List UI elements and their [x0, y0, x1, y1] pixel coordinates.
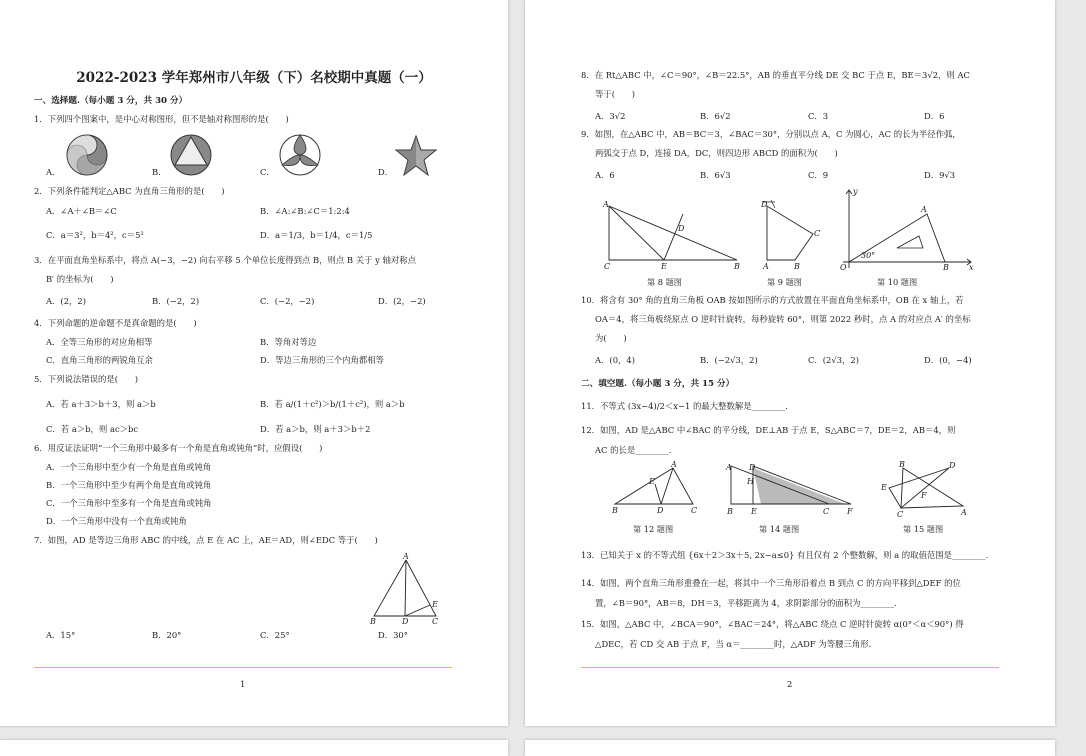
- section-heading-choice: 一、选择题.（每小题 3 分，共 30 分）: [34, 96, 188, 106]
- question-2: 2．下列条件能判定△ABC 为直角三角形的是( ): [34, 186, 225, 196]
- q8-option-c: C．3: [808, 111, 829, 121]
- question-13: 13．已知关于 x 的不等式组 {6x＋2＞3x＋5, 2x−a≤0} 有且仅有 2 个整数解，则 a 的取值范围是________.: [581, 550, 989, 560]
- svg-text:B: B: [899, 460, 905, 469]
- next-page-1-edge: [0, 740, 508, 756]
- q1-option-c: C．: [260, 167, 275, 177]
- svg-text:C: C: [823, 507, 830, 516]
- svg-text:C: C: [691, 506, 698, 515]
- question-7: 7．如图，AD 是等边三角形 ABC 的中线，点 E 在 AC 上，AE＝AD，则∠EDC 等于( ): [34, 535, 378, 545]
- question-3-cont: B′ 的坐标为( ): [46, 274, 114, 284]
- question-14-cont: 置，∠B＝90°，AB＝8，DH＝3，平移距离为 4，求阴影部分的面积为________.: [595, 598, 897, 608]
- q2-option-d: D．a＝1/3，b＝1/4，c＝1/5: [260, 230, 373, 240]
- svg-text:F: F: [847, 507, 853, 516]
- svg-text:A: A: [726, 463, 732, 472]
- q14-figure: [725, 462, 855, 518]
- svg-text:A: A: [921, 205, 927, 214]
- svg-text:B: B: [794, 262, 800, 271]
- svg-text:x: x: [969, 263, 974, 272]
- next-page-2-edge: [525, 740, 1055, 756]
- footer-rule: [34, 667, 452, 668]
- q10-option-c: C．(2√3，2): [808, 355, 860, 365]
- q7-option-c: C．25°: [260, 630, 290, 640]
- q8-option-b: B．6√2: [700, 111, 731, 121]
- q1-figure-c: [277, 132, 323, 178]
- q6-option-a: A．一个三角形中至少有一个角是直角或钝角: [46, 462, 212, 472]
- q7-option-d: D．30°: [378, 630, 408, 640]
- q4-option-a: A．全等三角形的对应角相等: [46, 337, 153, 347]
- q4-option-c: C．直角三角形的两锐角互余: [46, 355, 153, 365]
- q10-figure: [839, 186, 975, 274]
- question-10-cont2: 为( ): [595, 333, 627, 343]
- svg-text:D: D: [761, 200, 768, 209]
- q6-option-b: B．一个三角形中至少有两个角是直角或钝角: [46, 480, 212, 490]
- q14-caption: 第 14 题图: [759, 524, 800, 534]
- svg-text:C: C: [897, 510, 904, 519]
- q10-option-a: A．(0，4): [595, 355, 635, 365]
- svg-text:D: D: [402, 617, 409, 626]
- svg-text:D: D: [949, 461, 956, 470]
- svg-text:F: F: [921, 491, 927, 500]
- q15-caption: 第 15 题图: [903, 524, 944, 534]
- question-12-cont: AC 的长是________.: [595, 445, 672, 455]
- q9-option-b: B．6√3: [700, 170, 731, 180]
- q10-option-b: B．(−2√3，2): [700, 355, 758, 365]
- question-4: 4．下列命题的逆命题不是真命题的是( ): [34, 318, 197, 328]
- section-heading-fill: 二、填空题.（每小题 3 分，共 15 分）: [581, 379, 735, 389]
- question-15: 15．如图，△ABC 中，∠BCA＝90°，∠BAC＝24°，将△ABC 绕点 C 逆时针旋转 α(0°＜α＜90°) 得: [581, 619, 964, 629]
- q3-option-d: D．(2，−2): [378, 296, 426, 306]
- q7-option-b: B．20°: [152, 630, 182, 640]
- footer-rule: [581, 667, 999, 668]
- question-12: 12．如图，AD 是△ABC 中∠BAC 的平分线，DE⊥AB 于点 E，S△ABC＝7，DE＝2，AB＝4，则: [581, 425, 956, 435]
- svg-text:B: B: [370, 617, 376, 626]
- q9-caption: 第 9 题图: [767, 277, 802, 287]
- q9-option-d: D．9√3: [924, 170, 956, 180]
- page-number: 1: [240, 680, 246, 690]
- question-10: 10．将含有 30° 角的直角三角板 OAB 按如图所示的方式放置在平面直角坐标系中，OB 在 x 轴上，若: [581, 295, 964, 305]
- svg-text:A: A: [671, 460, 677, 469]
- svg-text:B: B: [612, 506, 618, 515]
- svg-text:A: A: [961, 508, 967, 517]
- q15-figure: [873, 460, 969, 520]
- svg-text:E: E: [432, 600, 438, 609]
- question-11: 11．不等式 (3x−4)/2＜x−1 的最大整数解是________.: [581, 401, 788, 411]
- q4-option-d: D．等边三角形的三个内角都相等: [260, 355, 384, 365]
- q2-option-b: B．∠A:∠B:∠C＝1:2:4: [260, 206, 350, 216]
- q9-option-a: A．6: [595, 170, 615, 180]
- q9-figure: [761, 198, 827, 273]
- q1-option-d: D．: [378, 167, 394, 177]
- svg-text:D: D: [749, 463, 756, 472]
- question-14: 14．如图，两个直角三角形重叠在一起，将其中一个三角形沿着点 B 到点 C 的方向平移到△DEF 的位: [581, 578, 961, 588]
- q8-figure: [603, 198, 743, 273]
- q7-figure: [368, 552, 448, 626]
- q5-option-b: B．若 a/(1＋c²)＞b/(1＋c²)，则 a＞b: [260, 399, 405, 409]
- q10-option-d: D．(0，−4): [924, 355, 972, 365]
- svg-text:E: E: [881, 483, 887, 492]
- q6-option-c: C．一个三角形中至多有一个角是直角或钝角: [46, 498, 212, 508]
- page-title: 2022-2023 学年郑州市八年级（下）名校期中真题（一）: [76, 70, 432, 86]
- q4-option-b: B．等角对等边: [260, 337, 317, 347]
- svg-text:D: D: [657, 506, 664, 515]
- q5-option-c: C．若 a＞b，则 ac＞bc: [46, 424, 139, 434]
- svg-text:E: E: [661, 262, 667, 271]
- svg-text:C: C: [814, 229, 821, 238]
- svg-text:A: A: [403, 552, 409, 561]
- svg-text:H: H: [747, 477, 754, 486]
- svg-text:A: A: [763, 262, 769, 271]
- svg-text:C: C: [432, 617, 439, 626]
- svg-text:y: y: [853, 187, 858, 196]
- q8-caption: 第 8 题图: [647, 277, 682, 287]
- question-6: 6．用反证法证明“一个三角形中最多有一个角是直角或钝角”时，应假设( ): [34, 443, 323, 453]
- q1-option-a: A．: [46, 167, 61, 177]
- q8-option-d: D．6: [924, 111, 945, 121]
- q12-caption: 第 12 题图: [633, 524, 674, 534]
- svg-text:O: O: [840, 263, 847, 272]
- q3-option-a: A．(2，2): [46, 296, 86, 306]
- q5-option-d: D．若 a＞b，则 a＋3＞b＋2: [260, 424, 371, 434]
- question-1: 1．下列四个图案中，是中心对称图形，但不是轴对称图形的是( ): [34, 114, 289, 124]
- document-page-2: [525, 0, 1055, 726]
- question-8: 8．在 Rt△ABC 中，∠C＝90°，∠B＝22.5°，AB 的垂直平分线 DE 交 BC 于点 E，BE＝3√2，则 AC: [581, 70, 970, 80]
- question-9-cont: 两弧交于点 D，连接 DA，DC，则四边形 ABCD 的面积为( ): [595, 148, 838, 158]
- q2-option-a: A．∠A＋∠B＝∠C: [46, 206, 117, 216]
- q9-option-c: C．9: [808, 170, 829, 180]
- svg-text:E: E: [649, 477, 655, 486]
- question-5: 5．下列说法错误的是( ): [34, 374, 138, 384]
- question-9: 9．如图，在△ABC 中，AB＝BC＝3，∠BAC＝30°，分别以点 A，C 为圆心，AC 的长为半径作弧，: [581, 129, 961, 139]
- svg-text:30°: 30°: [861, 251, 876, 260]
- svg-text:B: B: [727, 507, 733, 516]
- svg-text:E: E: [751, 507, 757, 516]
- q1-figure-b: [168, 132, 214, 178]
- q1-figure-d: [394, 134, 438, 178]
- q6-option-d: D．一个三角形中没有一个直角或钝角: [46, 516, 187, 526]
- svg-text:B: B: [734, 262, 740, 271]
- question-15-cont: △DEC，若 CD 交 AB 于点 F，当 α＝________时，△ADF 为等腰三角形.: [595, 639, 872, 649]
- q12-figure: [611, 462, 701, 518]
- q3-option-b: B．(−2，2): [152, 296, 200, 306]
- svg-text:D: D: [678, 224, 685, 233]
- q1-option-b: B．: [152, 167, 167, 177]
- q1-figure-a: [64, 132, 110, 178]
- question-10-cont: OA＝4，将三角板绕原点 O 逆时针旋转，每秒旋转 60°，则第 2022 秒时，点 A 的对应点 A′ 的坐标: [595, 314, 971, 324]
- svg-text:C: C: [604, 262, 611, 271]
- document-page-1: [0, 0, 508, 726]
- question-3: 3．在平面直角坐标系中，将点 A(−3，−2) 向右平移 5 个单位长度得到点 B，则点 B 关于 y 轴对称点: [34, 255, 417, 265]
- question-8-cont: 等于( ): [595, 89, 636, 99]
- q3-option-c: C．(−2，−2): [260, 296, 315, 306]
- q5-option-a: A．若 a＋3＞b＋3，则 a＞b: [46, 399, 156, 409]
- svg-text:B: B: [943, 263, 949, 272]
- page-number: 2: [787, 680, 793, 690]
- q2-option-c: C．a＝3²，b＝4²，c＝5²: [46, 230, 144, 240]
- q8-option-a: A．3√2: [595, 111, 626, 121]
- q10-caption: 第 10 题图: [877, 277, 918, 287]
- svg-text:A: A: [603, 200, 609, 209]
- q7-option-a: A．15°: [46, 630, 76, 640]
